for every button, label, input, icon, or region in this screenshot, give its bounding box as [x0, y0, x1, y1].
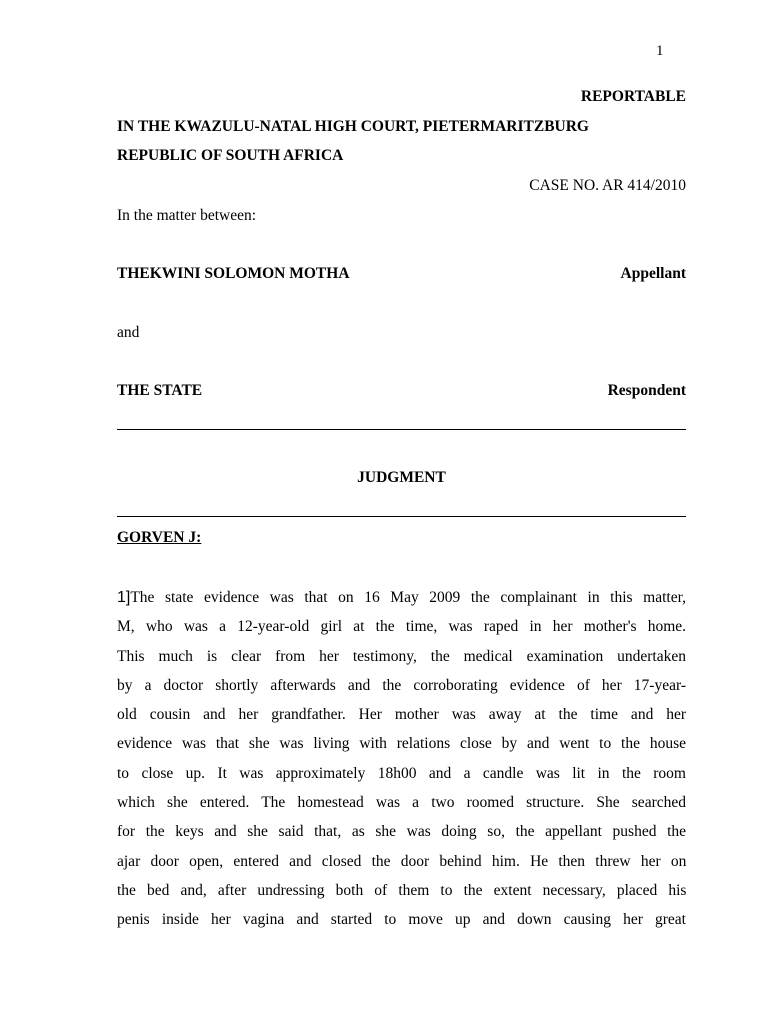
court-name: IN THE KWAZULU-NATAL HIGH COURT, PIETERMARITZBURG: [117, 118, 589, 135]
paragraph-line: which she entered. The homestead was a two roomed structure. She searched: [117, 794, 686, 812]
paragraph-line: for the keys and she said that, as she was doing so, the appellant pushed the: [117, 823, 686, 841]
divider-bottom: [117, 516, 686, 517]
party-connector: and: [117, 324, 140, 341]
paragraph-line: penis inside her vagina and started to move up and down causing her great: [117, 911, 686, 929]
paragraph-1: [117, 583, 686, 935]
paragraph-line: 1]The state evidence was that on 16 May 2009 the complainant in this matter,: [117, 589, 686, 606]
paragraph-line: the bed and, after undressing both of them to the extent necessary, placed his: [117, 881, 687, 899]
paragraph-line: evidence was that she was living with relations close by and went to the house: [117, 735, 686, 753]
paragraph-line: old cousin and her grandfather. Her mother was away at the time and her: [117, 706, 687, 724]
appellant-role: Appellant: [620, 265, 686, 282]
paragraph-number: 1]: [117, 589, 131, 606]
respondent-role: Respondent: [607, 382, 686, 399]
paragraph-line: to close up. It was approximately 18h00 and a candle was lit in the room: [117, 764, 686, 782]
paragraph-line: by a doctor shortly afterwards and the corroborating evidence of her 17-year-: [117, 676, 686, 694]
appellant-name: THEKWINI SOLOMON MOTHA: [117, 265, 350, 282]
appellant-row: [117, 265, 686, 283]
page-number: 1: [656, 43, 664, 59]
case-number: CASE NO. AR 414/2010: [529, 177, 686, 194]
judge-name: GORVEN J:: [117, 529, 202, 546]
respondent-row: [117, 382, 686, 400]
reportable-label: REPORTABLE: [580, 88, 686, 105]
paragraph-line: M, who was a 12-year-old girl at the time, was raped in her mother's home.: [117, 618, 687, 636]
matter-intro: In the matter between:: [117, 207, 257, 224]
paragraph-line: ajar door open, entered and closed the door behind him. He then threw her on: [117, 852, 687, 870]
divider-top: [117, 429, 686, 430]
republic-name: REPUBLIC OF SOUTH AFRICA: [117, 147, 344, 164]
respondent-name: THE STATE: [117, 382, 203, 399]
judgment-heading: JUDGMENT: [357, 469, 446, 486]
paragraph-line: This much is clear from her testimony, the medical examination undertaken: [117, 647, 686, 665]
